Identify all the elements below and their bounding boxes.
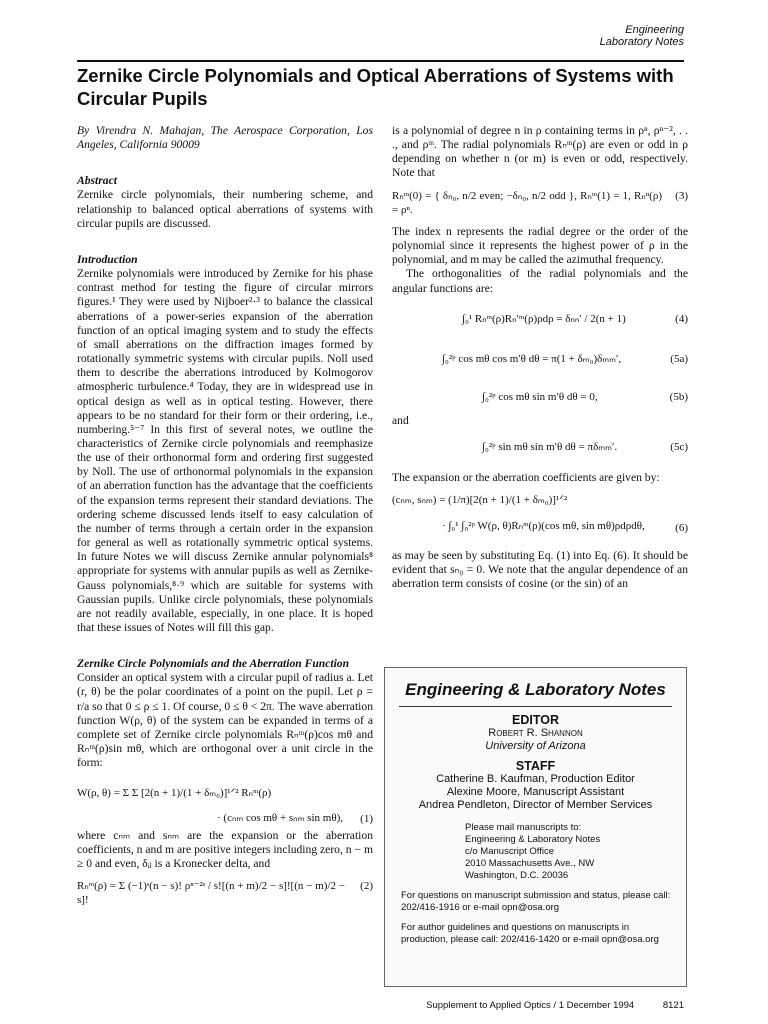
equation-1-line-1: W(ρ, θ) = Σ Σ [2(n + 1)/(1 + δₘ₀)]¹ᐟ² Rₙᵐ(ρ) [77,787,272,800]
right-column [392,124,688,591]
equation-5b-number: (5b) [669,391,688,404]
right-paragraph-2: The index n represents the radial degree or the order of the polynomial since it represents the highest power of ρ in the polynomial, and m may be called the azimuthal frequency. [392,224,688,267]
right-paragraph-5: as may be seen by substituting Eq. (1) into Eq. (6). It should be evident that sₙ₀ = 0. We note that the angular dependence of an aberration term consists of cosine (or the sin) of an [392,548,688,591]
equation-4-number: (4) [675,312,688,325]
staff-line-3: Andrea Pendleton, Director of Member Services [418,799,653,811]
right-paragraph-1: is a polynomial of degree n in ρ containing terms in ρⁿ, ρⁿ⁻², . . ., and ρᵐ. The radial polynomials Rₙᵐ(ρ) are even or odd in ρ depending on whether n (or m) is even or odd, respectively. Note that [392,124,688,180]
equation-3-body: Rₙᵐ(0) = { δₙ₀, n/2 even; −δₙ₀, n/2 odd }, Rₙᵐ(1) = 1, Rₙⁿ(ρ) = ρⁿ. [392,189,662,216]
header-rule [77,60,684,62]
page-number: 8121 [662,1000,684,1011]
address-line-4: 2010 Massachusetts Ave., NW [465,858,595,869]
box-divider [399,706,672,707]
staff-line-2: Alexine Moore, Manuscript Assistant [446,786,625,798]
equation-2-body: Rₙᵐ(ρ) = Σ (−1)ˢ(n − s)! ρⁿ⁻²ˢ / s![(n + m)/2 − s]![(n − m)/2 − s]! [77,880,345,907]
byline: By Virendra N. Mahajan, The Aerospace Corporation, Los Angeles, California 90009 [77,124,373,152]
header-line-1: Engineering [625,24,684,36]
equation-1 [77,786,373,824]
equation-5b [392,390,688,404]
address-line-2: Engineering & Laboratory Notes [465,834,601,845]
section-text: Consider an optical system with a circular pupil of radius a. Let (r, θ) be the polar coordinates of a point on the pupil. Let ρ = r/a so that 0 ≤ ρ ≤ 1. Of course, 0 ≤ θ < 2π. The wave aberration function W(ρ, θ) of the system can be expanded in terms of a complete set of Zernike circle polynomials Rₙᵐ(ρ)cos mθ and Rₙᵐ(ρ)sin mθ, which are orthogonal over a unit circle in the form: [77,671,373,770]
equation-5a-number: (5a) [670,352,688,365]
staff-heading: STAFF [515,759,556,773]
left-column [77,124,373,908]
mailing-address [465,822,686,882]
address-line-5: Washington, D.C. 20036 [465,870,569,881]
editor-affiliation: University of Arizona [485,740,586,752]
abstract-heading: Abstract [77,174,117,188]
editor-heading: EDITOR [512,713,559,727]
equation-5a [392,352,688,366]
equation-2-number: (2) [360,880,373,893]
equation-6-line-1: (cₙₘ, sₙₘ) = (1/π)[2(n + 1)/(1 + δₘ₀)]¹ᐟ² [392,493,568,506]
after-equation-1-text: where cₙₘ and sₙₘ are the expansion or the aberration coefficients, n and m are positive integers including zero, n − m ≥ 0 and even, δᵢⱼ is a Kronecker delta, and [77,828,373,871]
equation-4 [392,312,688,326]
introduction-text: Zernike polynomials were introduced by Zernike for his phase contrast method for testing the figure of circular mirrors figures.¹ They were used by Nijboer²·³ to balance the classical aberrations of a power-series expansion of the aberration function of an optical imaging system and to study the effects of small aberrations on the diffraction images formed by rotationally symmetric systems with circular pupils. Noll used them to describe the aberrations introduced by Kolmogorov atmospheric turbulence.⁴ Today, they are in widespread use in optical design as well as in optical testing. However, there appears to be no standard for their form or their ordering, i.e., numbering.⁵⁻⁷ In this first of several notes, we outline the characteristics of Zernike circle polynomials and reemphasize the use of their orthonormal form and ordering first suggested by Noll. The use of orthonormal polynomials in the expansion of an aberration function has the advantage that the coefficients of the expansion terms represent their standard deviations. The ordering scheme discussed lends itself to easy calculation of the number of terms through a certain order in the expansion for general as well as rotationally symmetric optical systems. In future Notes we will discuss Zernike annular polynomials⁸ appropriate for systems with annular pupils as well as Zernike-Gauss polynomials,⁸·⁹ which are suitable for systems with Gaussian pupils. Unlike circle polynomials, these polynomials are not readily available, especially, in one place. It is hoped that these issues of Notes will fill this gap. [77,267,373,634]
equation-4-body: ∫₀¹ Rₙᵐ(ρ)Rₙ′ᵐ(ρ)ρdρ = δₙₙ′ / 2(n + 1) [462,312,626,325]
running-header [600,24,684,48]
equation-3 [392,189,688,217]
footer-text: Supplement to Applied Optics / 1 December 1994 [426,1000,635,1011]
introduction-heading: Introduction [77,252,138,266]
equation-5a-body: ∫₀²ᵖ cos mθ cos m′θ dθ = π(1 + δₘ₀)δₘₘ′, [442,352,622,365]
equation-2 [77,879,373,907]
header-line-2: Laboratory Notes [599,36,684,48]
and-text: and [392,414,409,428]
editorial-box [384,667,687,987]
section-heading: Zernike Circle Polynomials and the Aberration Function [77,657,350,671]
editor-name: Robert R. Shannon [488,727,583,739]
equation-5b-body: ∫₀²ᵖ cos mθ sin m′θ dθ = 0, [482,391,598,404]
equation-6 [392,493,688,533]
equation-6-number: (6) [675,521,688,534]
article-title: Zernike Circle Polynomials and Optical Aberrations of Systems with Circular Pupils [77,65,674,109]
equation-1-number: (1) [360,813,373,826]
guidelines-note: For author guidelines and questions on manuscripts in production, please call: 202/416-1420 or e-mail opn@osa.org [401,922,659,945]
page-footer [426,1000,684,1011]
right-paragraph-4: The expansion or the aberration coefficients are given by: [392,470,660,484]
equation-1-line-2: · (cₙₘ cos mθ + sₙₘ sin mθ), [217,811,343,824]
address-line-1: Please mail manuscripts to: [465,822,582,833]
address-line-3: c/o Manuscript Office [465,846,555,857]
staff-line-1: Catherine B. Kaufman, Production Editor [436,773,635,785]
right-paragraph-3: The orthogonalities of the radial polynomials and the angular functions are: [392,267,688,295]
box-title: Engineering & Laboratory Notes [405,680,666,699]
equation-5c [392,440,688,454]
equation-3-number: (3) [675,189,688,202]
submission-note: For questions on manuscript submission and status, please call: 202/416-1916 or e-mail opn@osa.org [401,890,671,913]
abstract-text: Zernike circle polynomials, their numbering scheme, and relationship to balanced optical aberrations of systems with circular pupils are discussed. [77,188,373,230]
equation-5c-number: (5c) [670,441,688,454]
equation-5c-body: ∫₀²ᵖ sin mθ sin m′θ dθ = πδₘₘ′. [482,441,618,454]
equation-6-line-2: · ∫₀¹ ∫₀²ᵖ W(ρ, θ)Rₙᵐ(ρ)(cos mθ, sin mθ)ρdρdθ, [442,519,645,532]
